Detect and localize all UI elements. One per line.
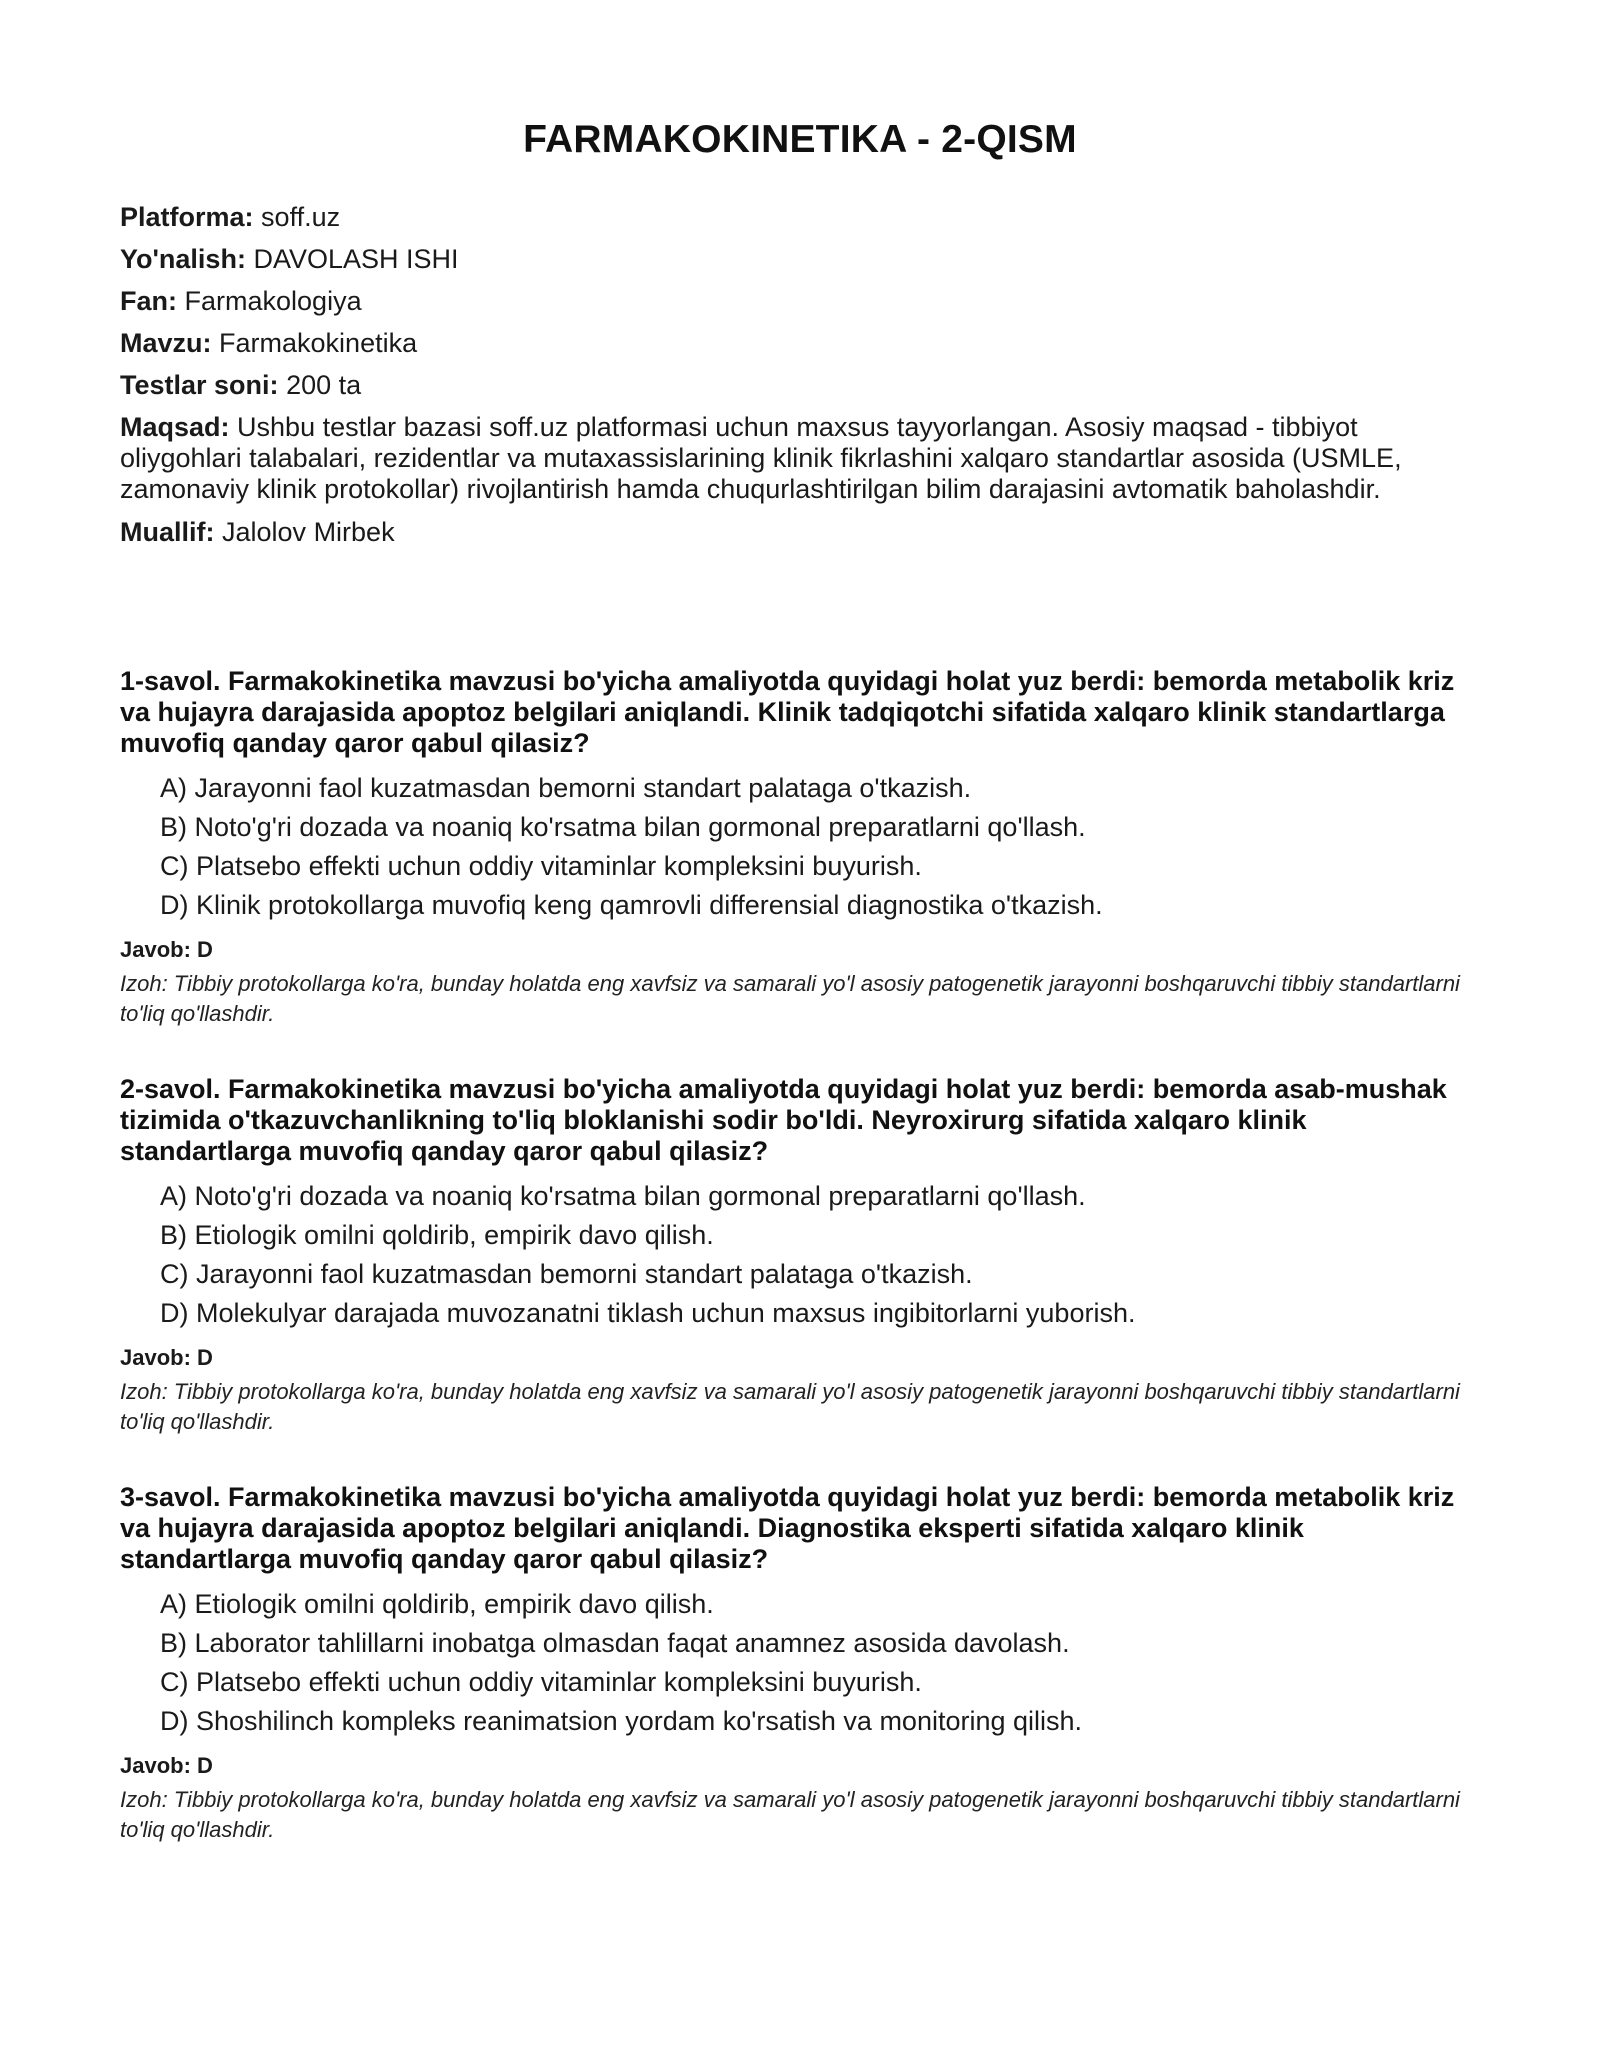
meta-direction-value: DAVOLASH ISHI bbox=[253, 244, 459, 274]
answer-label: Javob: D bbox=[120, 937, 213, 962]
meta-tests-label: Testlar soni: bbox=[120, 370, 279, 400]
option-a: A) Etiologik omilni qoldirib, empirik davo qilish. bbox=[160, 1589, 714, 1619]
option-c: C) Platsebo effekti uchun oddiy vitaminlar kompleksini buyurish. bbox=[160, 851, 922, 881]
question-text: 3-savol. Farmakokinetika mavzusi bo'yicha amaliyotda quyidagi holat yuz berdi: bemorda metabolik kriz va hujayra darajasida apoptoz belgilari aniqlandi. Diagnostika eksperti sifatida xalqaro klinik standartlarga muvofiq qanday qaror qabul qilasiz? bbox=[120, 1482, 1455, 1574]
option-b: B) Noto'g'ri dozada va noaniq ko'rsatma bilan gormonal preparatlarni qo'llash. bbox=[160, 812, 1086, 842]
option-c: C) Platsebo effekti uchun oddiy vitaminlar kompleksini buyurish. bbox=[160, 1667, 922, 1697]
option-a: A) Jarayonni faol kuzatmasdan bemorni standart palataga o'tkazish. bbox=[160, 773, 972, 803]
question-text: 2-savol. Farmakokinetika mavzusi bo'yicha amaliyotda quyidagi holat yuz berdi: bemorda asab-mushak tizimida o'tkazuvchanlikning to'liq bloklanishi sodir bo'ldi. Neyroxirurg sifatida xalqaro klinik standartlarga muvofiq qanday qaror qabul qilasiz? bbox=[120, 1074, 1447, 1166]
meta-tests-count bbox=[120, 370, 1480, 400]
options-list bbox=[120, 769, 1480, 925]
question-block-3 bbox=[120, 1482, 1480, 1845]
option-a: A) Noto'g'ri dozada va noaniq ko'rsatma bilan gormonal preparatlarni qo'llash. bbox=[160, 1181, 1086, 1211]
answer-label: Javob: D bbox=[120, 1345, 213, 1370]
option-c: C) Jarayonni faol kuzatmasdan bemorni standart palataga o'tkazish. bbox=[160, 1259, 973, 1289]
meta-author-value: Jalolov Mirbek bbox=[222, 517, 395, 547]
option-d: D) Klinik protokollarga muvofiq keng qamrovli differensial diagnostika o'tkazish. bbox=[160, 890, 1103, 920]
meta-subject-label: Fan: bbox=[120, 286, 177, 316]
document-title: FARMAKOKINETIKA - 2-QISM bbox=[523, 118, 1077, 161]
meta-goal bbox=[120, 412, 1480, 505]
explanation-note: Izoh: Tibbiy protokollarga ko'ra, bunday holatda eng xavfsiz va samarali yo'l asosiy patogenetik jarayonni boshqaruvchi tibbiy standartlarni to'liq qo'llashdir. bbox=[120, 1787, 1460, 1842]
option-b: B) Laborator tahlillarni inobatga olmasdan faqat anamnez asosida davolash. bbox=[160, 1628, 1070, 1658]
meta-tests-value: 200 ta bbox=[286, 370, 362, 400]
meta-direction bbox=[120, 244, 1480, 274]
meta-platform bbox=[120, 202, 1480, 232]
question-text: 1-savol. Farmakokinetika mavzusi bo'yicha amaliyotda quyidagi holat yuz berdi: bemorda metabolik kriz va hujayra darajasida apoptoz belgilari aniqlandi. Klinik tadqiqotchi sifatida xalqaro klinik standartlarga muvofiq qanday qaror qabul qilasiz? bbox=[120, 666, 1455, 758]
question-block-2 bbox=[120, 1074, 1480, 1437]
explanation-note: Izoh: Tibbiy protokollarga ko'ra, bunday holatda eng xavfsiz va samarali yo'l asosiy patogenetik jarayonni boshqaruvchi tibbiy standartlarni to'liq qo'llashdir. bbox=[120, 971, 1460, 1026]
option-b: B) Etiologik omilni qoldirib, empirik davo qilish. bbox=[160, 1220, 714, 1250]
meta-platform-value: soff.uz bbox=[261, 202, 341, 232]
metadata-block bbox=[120, 202, 1480, 559]
answer-label: Javob: D bbox=[120, 1753, 213, 1778]
option-d: D) Molekulyar darajada muvozanatni tiklash uchun maxsus ingibitorlarni yuborish. bbox=[160, 1298, 1136, 1328]
meta-topic-value: Farmakokinetika bbox=[219, 328, 418, 358]
explanation-note: Izoh: Tibbiy protokollarga ko'ra, bunday holatda eng xavfsiz va samarali yo'l asosiy patogenetik jarayonni boshqaruvchi tibbiy standartlarni to'liq qo'llashdir. bbox=[120, 1379, 1460, 1434]
meta-subject bbox=[120, 286, 1480, 316]
meta-platform-label: Platforma: bbox=[120, 202, 254, 232]
meta-goal-value: Ushbu testlar bazasi soff.uz platformasi uchun maxsus tayyorlangan. Asosiy maqsad - tibbiyot oliygohlari talabalari, rezidentlar va mutaxassislarining klinik fikrlashini xalqaro standartlar asosida (USMLE, zamonaviy klinik protokollar) rivojlantirish hamda chuqurlashtirilgan bilim darajasini avtomatik baholashdir. bbox=[120, 412, 1402, 504]
meta-goal-label: Maqsad: bbox=[120, 412, 230, 442]
meta-subject-value: Farmakologiya bbox=[184, 286, 362, 316]
option-d: D) Shoshilinch kompleks reanimatsion yordam ko'rsatish va monitoring qilish. bbox=[160, 1706, 1083, 1736]
meta-author-label: Muallif: bbox=[120, 517, 215, 547]
options-list bbox=[120, 1585, 1480, 1741]
meta-topic bbox=[120, 328, 1480, 358]
meta-direction-label: Yo'nalish: bbox=[120, 244, 246, 274]
options-list bbox=[120, 1177, 1480, 1333]
question-block-1 bbox=[120, 666, 1480, 1029]
meta-topic-label: Mavzu: bbox=[120, 328, 212, 358]
meta-author bbox=[120, 517, 1480, 547]
